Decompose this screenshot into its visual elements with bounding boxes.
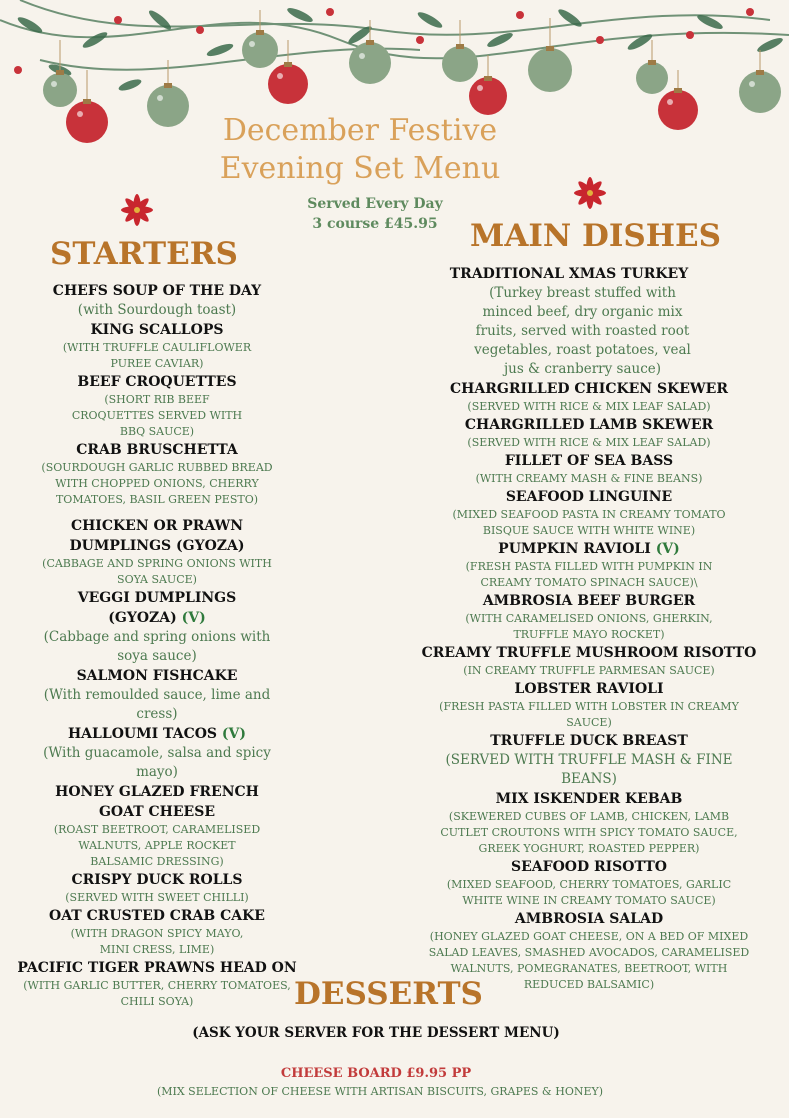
starters-list xyxy=(17,281,297,1010)
item-name: CRAB BRUSCHETTA xyxy=(76,442,238,458)
dessert-menu-note: (ASK YOUR SERVER FOR THE DESSERT MENU) xyxy=(192,1025,560,1041)
item-description: (SKEWERED CUBES OF LAMB, CHICKEN, LAMB CUTLET CROUTONS WITH SPICY TOMATO SAUCE, GREEK YOGHURT, ROASTED PEPPER) xyxy=(440,810,738,855)
item-description: (HONEY GLAZED GOAT CHEESE, ON A BED OF MIXED SALAD LEAVES, SMASHED AVOCADOS, CARAMELISED WALNUTS, POMEGRANATES, BEETROOT, WITH REDUCED BALSAMIC) xyxy=(428,930,750,991)
vegetarian-badge: (V) xyxy=(181,610,206,626)
served-every-day: Served Every Day xyxy=(307,196,443,212)
vegetarian-badge: (V) xyxy=(221,726,247,742)
item-description: (WITH TRUFFLE CAULIFLOWER PUREE CAVIAR) xyxy=(62,341,252,370)
menu-item xyxy=(22,516,292,588)
item-name: TRUFFLE DUCK BREAST xyxy=(490,733,688,749)
menu-item xyxy=(22,320,292,372)
item-description: (SOURDOUGH GARLIC RUBBED BREAD WITH CHOPPED ONIONS, CHERRY TOMATOES, BASIL GREEN PESTO) xyxy=(41,461,273,506)
menu-item xyxy=(426,789,752,857)
item-name: CHEFS SOUP OF THE DAY xyxy=(52,283,262,299)
menu-item xyxy=(426,909,752,993)
menu-item xyxy=(22,440,292,508)
item-name: PACIFIC TIGER PRAWNS HEAD ON xyxy=(17,960,297,976)
item-description: (MIXED SEAFOOD, CHERRY TOMATOES, GARLIC WHITE WINE IN CREAMY TOMATO SAUCE) xyxy=(446,878,732,907)
item-description: (WITH GARLIC BUTTER, CHERRY TOMATOES, CHILI SOYA) xyxy=(23,979,291,1008)
item-name: SALMON FISHCAKE xyxy=(76,668,238,684)
item-description: (With remoulded sauce, lime and cress) xyxy=(43,687,271,722)
item-name: PUMPKIN RAVIOLI xyxy=(498,541,651,557)
menu-item xyxy=(426,679,752,731)
item-description: (Cabbage and spring onions with soya sauce) xyxy=(43,629,271,664)
item-description: (with Sourdough toast) xyxy=(77,302,237,318)
set-menu-price: 3 course £45.95 xyxy=(312,216,438,232)
item-description: (With guacamole, salsa and spicy mayo) xyxy=(43,745,271,780)
poinsettia-left-icon xyxy=(118,192,156,228)
item-name: TRADITIONAL XMAS TURKEY xyxy=(449,266,689,282)
item-description: (SERVED WITH RICE & MIX LEAF SALAD) xyxy=(467,400,711,413)
item-description: (FRESH PASTA FILLED WITH LOBSTER IN CREAMY SAUCE) xyxy=(439,700,739,729)
main-dishes-heading: MAIN DISHES xyxy=(470,218,722,254)
item-name: HONEY GLAZED FRENCH GOAT CHEESE xyxy=(55,784,259,820)
menu-title-line-1: December Festive xyxy=(222,113,498,148)
menu-item xyxy=(426,539,752,591)
main-dishes-list xyxy=(421,264,757,993)
item-description: (WITH CREAMY MASH & FINE BEANS) xyxy=(475,472,703,485)
menu-item xyxy=(22,782,292,870)
menu-item xyxy=(22,666,292,724)
menu-item xyxy=(426,379,752,415)
poinsettia-right-icon xyxy=(571,175,609,211)
menu-item xyxy=(22,724,292,782)
starters-heading: STARTERS xyxy=(50,236,238,272)
item-description: (SHORT RIB BEEF CROQUETTES SERVED WITH BBQ SAUCE) xyxy=(71,393,243,438)
item-name: SEAFOOD LINGUINE xyxy=(505,489,673,505)
item-description: (Turkey breast stuffed with minced beef, dry organic mix fruits, served with roasted root vegetables, roast potatoes, veal jus & cranberry sauce) xyxy=(474,285,691,377)
menu-item xyxy=(17,958,297,1010)
item-description: (CABBAGE AND SPRING ONIONS WITH SOYA SAUCE) xyxy=(42,557,272,586)
item-name: VEGGI DUMPLINGS (GYOZA) xyxy=(77,590,237,626)
item-name: CREAMY TRUFFLE MUSHROOM RISOTTO xyxy=(421,645,757,661)
desserts-heading: DESSERTS xyxy=(294,976,483,1012)
menu-item xyxy=(22,906,292,958)
item-name: HALLOUMI TACOS xyxy=(67,726,218,742)
item-name: AMBROSIA BEEF BURGER xyxy=(482,593,696,609)
item-description: (WITH CARAMELISED ONIONS, GHERKIN, TRUFFLE MAYO ROCKET) xyxy=(465,612,713,641)
menu-item xyxy=(426,857,752,909)
menu-item xyxy=(22,870,292,906)
menu-item xyxy=(22,372,292,440)
item-name: OAT CRUSTED CRAB CAKE xyxy=(49,908,265,924)
item-description: (IN CREAMY TRUFFLE PARMESAN SAUCE) xyxy=(463,664,715,677)
menu-item xyxy=(426,451,752,487)
menu-item xyxy=(22,588,292,666)
item-description: (SERVED WITH RICE & MIX LEAF SALAD) xyxy=(467,436,711,449)
item-name: CHARGRILLED LAMB SKEWER xyxy=(464,417,714,433)
vegetarian-badge: (V) xyxy=(655,541,680,557)
item-name: SEAFOOD RISOTTO xyxy=(510,859,667,875)
item-name: BEEF CROQUETTES xyxy=(77,374,237,390)
menu-item xyxy=(426,591,752,643)
item-description: (SERVED WITH SWEET CHILLI) xyxy=(65,891,249,904)
item-name: CHICKEN OR PRAWN DUMPLINGS (GYOZA) xyxy=(69,518,245,554)
cheese-board-item: CHEESE BOARD £9.95 PP xyxy=(280,1066,472,1081)
menu-item xyxy=(426,731,752,789)
item-description: (SERVED WITH TRUFFLE MASH & FINE BEANS) xyxy=(445,752,733,787)
menu-item xyxy=(426,415,752,451)
menu-item xyxy=(421,643,757,679)
served-info xyxy=(290,194,460,234)
item-name: KING SCALLOPS xyxy=(90,322,224,338)
item-description: (MIXED SEAFOOD PASTA IN CREAMY TOMATO BISQUE SAUCE WITH WHITE WINE) xyxy=(452,508,726,537)
menu-title xyxy=(170,112,550,188)
menu-item xyxy=(426,264,752,379)
item-name: FILLET OF SEA BASS xyxy=(504,453,674,469)
item-name: LOBSTER RAVIOLI xyxy=(514,681,664,697)
item-description: (WITH DRAGON SPICY MAYO, MINI CRESS, LIME) xyxy=(70,927,244,956)
item-description: (ROAST BEETROOT, CARAMELISED WALNUTS, APPLE ROCKET BALSAMIC DRESSING) xyxy=(53,823,261,868)
item-name: CRISPY DUCK ROLLS xyxy=(71,872,243,888)
item-name: MIX ISKENDER KEBAB xyxy=(495,791,683,807)
item-name: AMBROSIA SALAD xyxy=(514,911,664,927)
menu-item xyxy=(22,281,292,320)
menu-item xyxy=(426,487,752,539)
cheese-board-description: (MIX SELECTION OF CHEESE WITH ARTISAN BISCUITS, GRAPES & HONEY) xyxy=(156,1085,604,1098)
menu-title-line-2: Evening Set Menu xyxy=(219,151,501,186)
item-name: CHARGRILLED CHICKEN SKEWER xyxy=(450,381,728,397)
item-description: (FRESH PASTA FILLED WITH PUMPKIN IN CREAMY TOMATO SPINACH SAUCE)\ xyxy=(465,560,713,589)
